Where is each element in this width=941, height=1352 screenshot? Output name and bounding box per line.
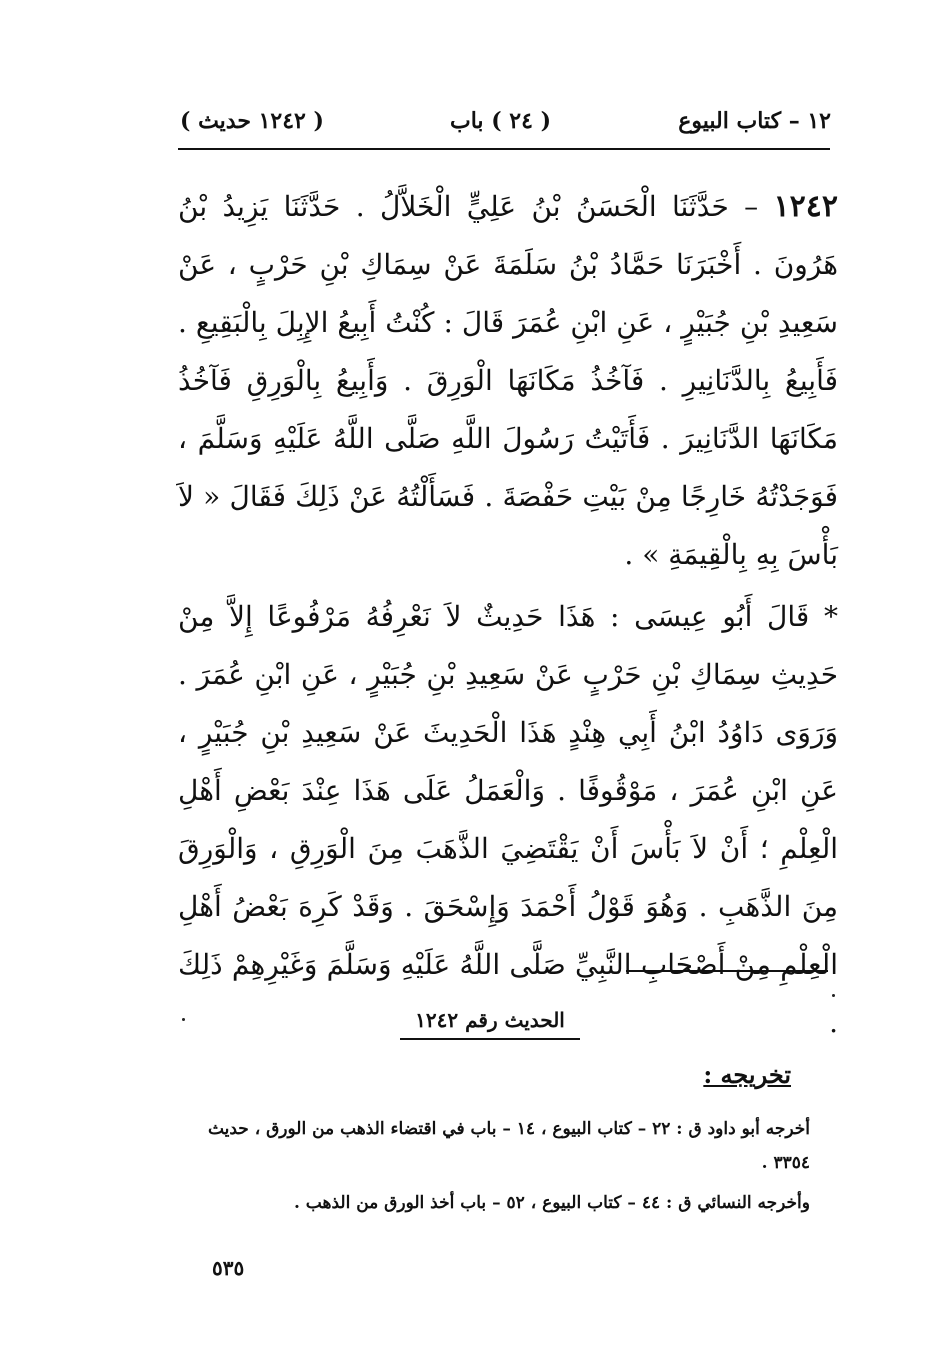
commentary-paragraph: * قَالَ أَبُو عِيسَى : هَذَا حَدِيثٌ لاَ نَعْرِفُهُ مَرْفُوعًا إِلاَّ مِنْ حَدِيثِ سِمَاكِ بْنِ حَرْبٍ عَنْ سَعِيدِ بْنِ جُبَيْرٍ ، عَنِ ابْنِ عُمَرَ . وَرَوَى دَاوُدُ ابْنُ أَبِي هِنْدٍ هَذَا الْحَدِيثَ عَنْ سَعِيدِ بْنِ جُبَيْرٍ ، عَنِ ابْنِ عُمَرَ ، مَوْقُوفًا . وَالْعَمَلُ عَلَى هَذَا عِنْدَ بَعْضِ أَهْلِ الْعِلْمِ ؛ أَنْ لاَ بَأْسَ أَنْ يَقْتَضِيَ الذَّهَبَ مِنَ الْوَرِقِ ، وَالْوَرِقَ مِنَ الذَّهَبِ . وَهُوَ قَوْلُ أَحْمَدَ وَإِسْحَقَ . وَقَدْ كَرِهَ بَعْضُ أَهْلِ الْعِلْمِ مِنْ أَصْحَابِ النَّبِيِّ صَلَّى اللَّهُ عَلَيْهِ وَسَلَّمَ وَغَيْرِهِمْ ذَلِكَ .	[178, 600, 838, 1039]
speck	[832, 994, 835, 997]
header-rule	[178, 148, 830, 150]
hadith-body	[178, 178, 838, 1052]
hadith-number: ١٢٤٢	[773, 189, 838, 224]
footnote-separator	[626, 970, 828, 972]
header-hadith-number: ( ١٢٤٢ حديث )	[180, 108, 324, 134]
speck	[182, 1018, 185, 1021]
footnote-ref-nasai: وأخرجه النسائي ق : ٤٤ – كتاب البيوع ، ٥٢ – باب أخذ الورق من الذهب .	[293, 1193, 810, 1213]
hadith-paragraph	[178, 178, 838, 584]
footnote-title: الحديث رقم ١٢٤٢	[400, 1008, 580, 1040]
footnote-label: تخريجه :	[703, 1060, 791, 1089]
header-chapter: ( ٢٤ ) باب	[450, 108, 551, 134]
hadith-text: – حَدَّثَنَا الْحَسَنُ بْنُ عَلِيٍّ الْخَلاَّلُ . حَدَّثَنَا يَزِيدُ بْنُ هَرُونَ . أَخْبَرَنَا حَمَّادُ بْنُ سَلَمَةَ عَنْ سِمَاكِ بْنِ حَرْبٍ ، عَنْ سَعِيدِ بْنِ جُبَيْرٍ ، عَنِ ابْنِ عُمَرَ قَالَ : كُنْتُ أَبِيعُ الإِبِلَ بِالْبَقِيعِ . فَأَبِيعُ بِالدَّنَانِيرِ . فَآخُذُ مَكَانَهَا الْوَرِقَ . وَأَبِيعُ بِالْوَرِقِ فَآخُذُ مَكَانَهَا الدَّنَانِيرَ . فَأَتَيْتُ رَسُولَ اللَّهِ صَلَّى اللَّهُ عَلَيْهِ وَسَلَّمَ ، فَوَجَدْتُهُ خَارِجًا مِنْ بَيْتِ حَفْصَةَ . فَسَأَلْتُهُ عَنْ ذَلِكَ فَقَالَ « لاَ بَأْسَ بِهِ بِالْقِيمَةِ » .	[178, 190, 838, 571]
footnote-ref-abu-dawud: أخرجه أبو داود ق : ٢٢ – كتاب البيوع ، ١٤ – باب في اقتضاء الذهب من الورق ، حديث ٣٣٥٤ .	[207, 1119, 810, 1173]
page-number: ٥٣٥	[212, 1256, 245, 1280]
footnote-references	[170, 1112, 810, 1220]
header-book-title: ١٢ – كتاب البيوع	[678, 108, 831, 134]
